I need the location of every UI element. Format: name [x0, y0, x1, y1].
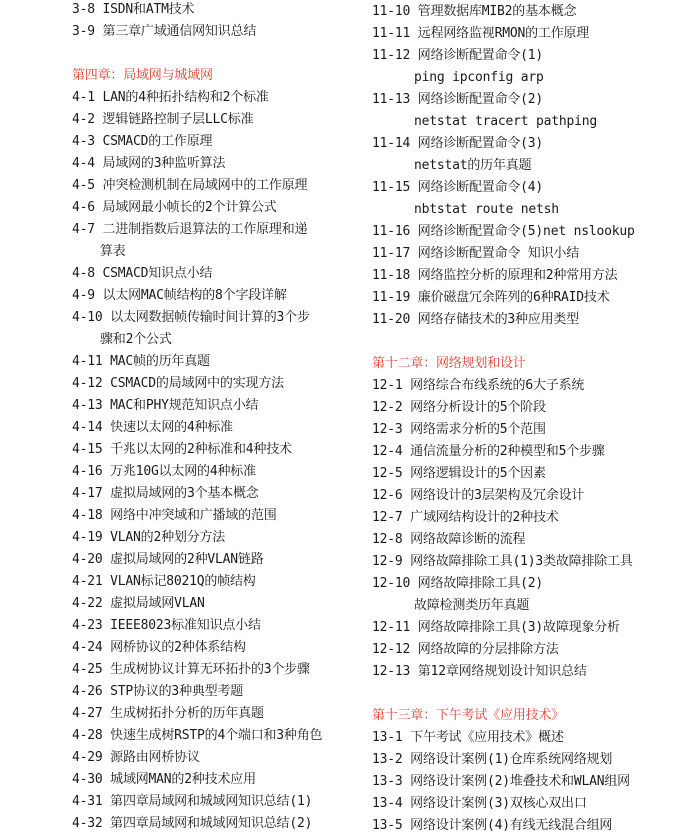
- toc-item: [72, 153, 362, 175]
- toc-item: [72, 87, 362, 109]
- toc-item-title: 网桥协议的2种体系结构: [110, 640, 246, 655]
- toc-item-title: 局域网最小帧长的2个计算公式: [102, 200, 277, 215]
- toc-item-title: 网络故障的分层排除方法: [417, 642, 559, 657]
- toc-item: [372, 551, 694, 573]
- toc-item-title: CSMACD的局域网中的实现方法: [110, 376, 284, 391]
- toc-item-number: 4-6: [72, 200, 95, 215]
- toc-item: [372, 485, 694, 507]
- toc-item: [372, 815, 694, 837]
- toc-item-number: 13-1: [372, 730, 403, 745]
- toc-item-number: 11-20: [372, 312, 411, 327]
- toc-item-title: 网络逻辑设计的5个因素: [410, 466, 546, 481]
- toc-item-title: IEEE8023标准知识点小结: [110, 618, 261, 633]
- toc-item-title: 第12章网络规划设计知识总结: [417, 664, 587, 679]
- toc-item: [372, 375, 694, 397]
- toc-item: [372, 397, 694, 419]
- toc-item-continuation: netstat tracert pathping: [414, 114, 598, 129]
- toc-item: [72, 769, 362, 791]
- toc-item-number: 4-7: [72, 222, 95, 237]
- toc-item-title: 网络设计案例(2)堆叠技术和WLAN组网: [410, 774, 630, 789]
- toc-item-number: 4-31: [72, 794, 103, 809]
- toc-item-title: 二进制指数后退算法的工作原理和递: [102, 222, 308, 237]
- toc-item: [72, 373, 362, 395]
- toc-item: [372, 177, 694, 199]
- toc-item: [72, 175, 362, 197]
- toc-item-title: MAC帧的历年真题: [110, 354, 210, 369]
- toc-item-title: 万兆10G以太网的4种标准: [110, 464, 256, 479]
- toc-item-number: 13-2: [372, 752, 403, 767]
- toc-item-number: 13-3: [372, 774, 403, 789]
- toc-item-title: 城域网MAN的2种技术应用: [110, 772, 256, 787]
- toc-item-title: 网络诊断配置命令(4): [417, 180, 544, 195]
- toc-item: [72, 483, 362, 505]
- toc-item-number: 11-11: [372, 26, 411, 41]
- toc-item-title: 网络存储技术的3种应用类型: [417, 312, 580, 327]
- toc-item: [72, 571, 362, 593]
- toc-item: [72, 219, 362, 241]
- toc-item-number: 12-13: [372, 664, 411, 679]
- toc-item-title: 快速生成树RSTP的4个端口和3种角色: [110, 728, 323, 743]
- toc-item: [72, 703, 362, 725]
- toc-item-number: 4-17: [72, 486, 103, 501]
- toc-item-number: 4-15: [72, 442, 103, 457]
- chapter3-tail: [72, 0, 362, 43]
- toc-item-number: 4-18: [72, 508, 103, 523]
- toc-item-number: 11-10: [372, 4, 411, 19]
- toc-item: [72, 109, 362, 131]
- toc-item-number: 4-10: [72, 310, 103, 325]
- toc-item-title: 网络中冲突域和广播域的范围: [110, 508, 277, 523]
- toc-item-title: 生成树拓扑分析的历年真题: [110, 706, 264, 721]
- toc-item-title: 网络分析设计的5个阶段: [410, 400, 546, 415]
- toc-item: [72, 307, 362, 329]
- toc-item-number: 4-13: [72, 398, 103, 413]
- toc-item: [372, 45, 694, 67]
- toc-item-title: 网络综合布线系统的6大子系统: [410, 378, 585, 393]
- toc-item: [72, 725, 362, 747]
- toc-item-number: 3-8: [72, 2, 95, 17]
- toc-item-title: MAC和PHY规范知识点小结: [110, 398, 259, 413]
- chapter11-tail: [372, 1, 694, 331]
- toc-item-title: 网络诊断配置命令(5)net nslookup: [417, 224, 635, 239]
- toc-item-continuation: 算表: [100, 244, 126, 259]
- toc-item-number: 4-11: [72, 354, 103, 369]
- toc-item-title: 网络诊断配置命令(2): [417, 92, 544, 107]
- left-column: [72, 0, 362, 835]
- toc-item-number: 4-14: [72, 420, 103, 435]
- toc-item: [72, 791, 362, 813]
- toc-item-number: 4-4: [72, 156, 95, 171]
- toc-item-number: 11-19: [372, 290, 411, 305]
- toc-item-title: 网络诊断配置命令 知识小结: [417, 246, 580, 261]
- toc-item: [72, 681, 362, 703]
- toc-item-continuation: 故障检测类历年真题: [414, 598, 530, 613]
- toc-item-number: 12-9: [372, 554, 403, 569]
- toc-item: [372, 661, 694, 683]
- toc-item-title: 网络故障诊断的流程: [410, 532, 526, 547]
- toc-item: [72, 505, 362, 527]
- toc-item: [372, 287, 694, 309]
- toc-item: [372, 507, 694, 529]
- toc-item-title: 网络设计的3层架构及冗余设计: [410, 488, 585, 503]
- toc-item: [372, 23, 694, 45]
- toc-item: [372, 617, 694, 639]
- toc-item-number: 4-1: [72, 90, 95, 105]
- toc-item-number: 4-8: [72, 266, 95, 281]
- toc-item-title: 下午考试《应用技术》概述: [410, 730, 564, 745]
- toc-item: [72, 285, 362, 307]
- toc-item-number: 11-14: [372, 136, 411, 151]
- toc-item: [72, 417, 362, 439]
- toc-item-number: 4-32: [72, 816, 103, 831]
- toc-item-number: 12-1: [372, 378, 403, 393]
- toc-item-title: 网络诊断配置命令(3): [417, 136, 544, 151]
- toc-item-title: 网络设计案例(1)仓库系统网络规划: [410, 752, 613, 767]
- toc-item-title: 快速以太网的4种标准: [110, 420, 233, 435]
- toc-item-title: 生成树协议计算无环拓扑的3个步骤: [110, 662, 310, 677]
- toc-item-number: 4-20: [72, 552, 103, 567]
- toc-item-title: 千兆以太网的2种标准和4种技术: [110, 442, 292, 457]
- toc-item-number: 3-9: [72, 24, 95, 39]
- toc-item: [72, 637, 362, 659]
- toc-item-number: 12-7: [372, 510, 403, 525]
- toc-item: [372, 573, 694, 595]
- toc-item-title: 网络需求分析的5个范围: [410, 422, 546, 437]
- toc-item: [372, 463, 694, 485]
- toc-item-title: 虚拟局域网的2种VLAN链路: [110, 552, 264, 567]
- toc-item-title: VLAN标记8021Q的帧结构: [110, 574, 256, 589]
- toc-item-number: 12-5: [372, 466, 403, 481]
- toc-item-title: 虚拟局域网VLAN: [110, 596, 205, 611]
- toc-item-number: 12-4: [372, 444, 403, 459]
- toc-item-number: 12-11: [372, 620, 411, 635]
- toc-item-title: 网络故障排除工具(3)故障现象分析: [417, 620, 620, 635]
- toc-item: [372, 793, 694, 815]
- toc-item-continuation: ping ipconfig arp: [414, 70, 544, 85]
- toc-item: [72, 813, 362, 835]
- toc-item: [72, 747, 362, 769]
- toc-item-number: 4-27: [72, 706, 103, 721]
- toc-item-number: 4-23: [72, 618, 103, 633]
- toc-item: [72, 395, 362, 417]
- toc-item-number: 4-5: [72, 178, 95, 193]
- toc-item-number: 4-29: [72, 750, 103, 765]
- toc-item: [372, 529, 694, 551]
- toc-item-title: 第四章局域网和城域网知识总结(1): [110, 794, 313, 809]
- toc-item-number: 11-16: [372, 224, 411, 239]
- toc-item-number: 4-19: [72, 530, 103, 545]
- toc-item-title: 管理数据库MIB2的基本概念: [417, 4, 577, 19]
- toc-item-title: 第四章局域网和城域网知识总结(2): [110, 816, 313, 831]
- toc-item-number: 11-13: [372, 92, 411, 107]
- toc-item: [72, 549, 362, 571]
- toc-item: [372, 1, 694, 23]
- toc-item-number: 4-2: [72, 112, 95, 127]
- toc-item-number: 4-25: [72, 662, 103, 677]
- toc-item-number: 4-12: [72, 376, 103, 391]
- toc-item-title: CSMACD知识点小结: [102, 266, 213, 281]
- toc-item-title: 网络设计案例(4)有线无线混合组网: [410, 818, 613, 833]
- toc-item-number: 13-5: [372, 818, 403, 833]
- toc-item-number: 4-30: [72, 772, 103, 787]
- toc-item-number: 11-17: [372, 246, 411, 261]
- toc-item-title: 局域网的3种监听算法: [102, 156, 226, 171]
- toc-item-title: 虚拟局域网的3个基本概念: [110, 486, 259, 501]
- toc-item-title: 第三章广域通信网知识总结: [102, 24, 257, 39]
- chapter13-heading: 第十三章：下午考试《应用技术》: [372, 708, 565, 723]
- toc-item: [72, 131, 362, 153]
- chapter12-heading: 第十二章：网络规划和设计: [372, 356, 526, 371]
- toc-item-title: 以太网数据帧传输时间计算的3个步: [110, 310, 310, 325]
- toc-item: [72, 593, 362, 615]
- toc-item-title: 网络诊断配置命令(1): [417, 48, 544, 63]
- toc-item-number: 4-26: [72, 684, 103, 699]
- toc-item-number: 11-18: [372, 268, 411, 283]
- toc-item-title: LAN的4种拓扑结构和2个标准: [102, 90, 269, 105]
- toc-item: [72, 439, 362, 461]
- chapter12-list: [372, 375, 694, 683]
- toc-item-number: 12-2: [372, 400, 403, 415]
- toc-item-title: 逻辑链路控制子层LLC标准: [102, 112, 254, 127]
- toc-item: [372, 89, 694, 111]
- chapter13-list: [372, 727, 694, 837]
- toc-item: [72, 659, 362, 681]
- toc-item-number: 4-16: [72, 464, 103, 479]
- toc-item-number: 4-28: [72, 728, 103, 743]
- toc-item: [72, 263, 362, 285]
- toc-item-number: 13-4: [372, 796, 403, 811]
- toc-item-number: 4-24: [72, 640, 103, 655]
- toc-item-continuation: netstat的历年真题: [414, 158, 532, 173]
- toc-item-title: CSMACD的工作原理: [102, 134, 213, 149]
- toc-item-title: 广域网结构设计的2种技术: [410, 510, 559, 525]
- toc-item: [372, 265, 694, 287]
- toc-item: [72, 351, 362, 373]
- toc-item-title: VLAN的2种划分方法: [110, 530, 226, 545]
- toc-item: [372, 419, 694, 441]
- toc-item-title: STP协议的3种典型考题: [110, 684, 244, 699]
- toc-item: [372, 309, 694, 331]
- toc-item: [372, 441, 694, 463]
- toc-item: [372, 639, 694, 661]
- right-column: [372, 1, 694, 837]
- toc-item-title: 以太网MAC帧结构的8个字段详解: [102, 288, 287, 303]
- toc-item: [372, 749, 694, 771]
- toc-item-title: 廉价磁盘冗余阵列的6种RAID技术: [417, 290, 610, 305]
- chapter4-heading: 第四章：局域网与城域网: [72, 68, 213, 83]
- toc-item: [72, 197, 362, 219]
- toc-item-number: 12-3: [372, 422, 403, 437]
- toc-item-continuation: 骤和2个公式: [100, 332, 172, 347]
- toc-item-title: 冲突检测机制在局域网中的工作原理: [102, 178, 308, 193]
- toc-item-title: ISDN和ATM技术: [102, 2, 195, 17]
- toc-item-title: 网络监控分析的原理和2种常用方法: [417, 268, 618, 283]
- toc-item-title: 网络故障排除工具(1)3类故障排除工具: [410, 554, 633, 569]
- toc-item-number: 11-12: [372, 48, 411, 63]
- toc-item-continuation: nbtstat route netsh: [414, 202, 559, 217]
- toc-item-number: 4-21: [72, 574, 103, 589]
- toc-item: [372, 133, 694, 155]
- toc-item-number: 12-6: [372, 488, 403, 503]
- toc-item-number: 4-9: [72, 288, 95, 303]
- toc-item: [72, 0, 362, 21]
- toc-item-number: 12-12: [372, 642, 411, 657]
- toc-item-title: 网络设计案例(3)双核心双出口: [410, 796, 587, 811]
- toc-item-number: 11-15: [372, 180, 411, 195]
- toc-item: [372, 727, 694, 749]
- toc-item-number: 4-3: [72, 134, 95, 149]
- toc-item: [72, 21, 362, 43]
- toc-item-number: 4-22: [72, 596, 103, 611]
- toc-item-title: 远程网络监视RMON的工作原理: [417, 26, 590, 41]
- toc-item: [372, 243, 694, 265]
- toc-item: [372, 771, 694, 793]
- toc-item-title: 通信流量分析的2种模型和5个步骤: [410, 444, 605, 459]
- toc-item: [72, 461, 362, 483]
- toc-item-number: 12-10: [372, 576, 411, 591]
- toc-item-title: 网络故障排除工具(2): [417, 576, 544, 591]
- chapter4-list: [72, 87, 362, 835]
- toc-item-title: 源路由网桥协议: [110, 750, 200, 765]
- toc-item: [372, 221, 694, 243]
- toc-item-number: 12-8: [372, 532, 403, 547]
- toc-item: [72, 527, 362, 549]
- toc-item: [72, 615, 362, 637]
